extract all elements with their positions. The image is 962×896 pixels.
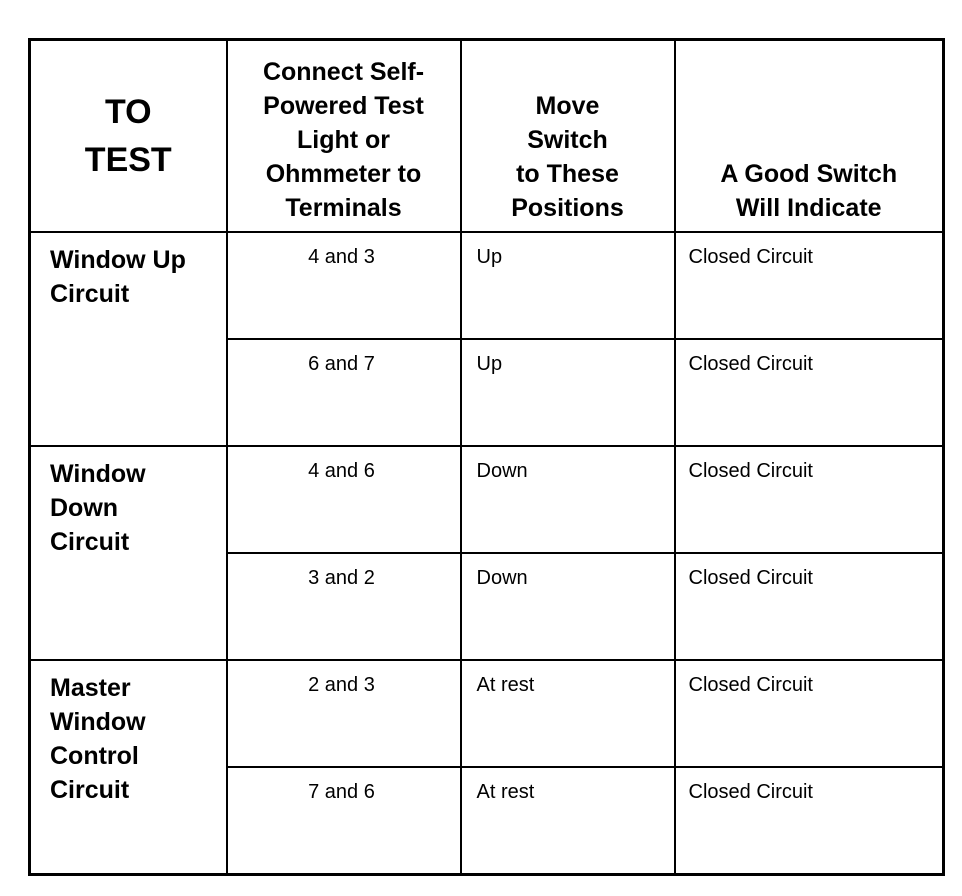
indication-cell: Closed Circuit [675, 553, 944, 660]
group-label-line: Window [50, 459, 146, 488]
header-to-test-line: TO [104, 92, 152, 131]
group-label-master-window [30, 660, 227, 874]
terminals-cell: 3 and 2 [227, 553, 461, 660]
header-move-line: Positions [511, 193, 624, 222]
group-label-window-down [30, 446, 227, 660]
header-to-test-line: TEST [84, 140, 172, 179]
header-connect-line: Powered Test [263, 91, 424, 120]
table-row [30, 446, 944, 553]
header-row [30, 40, 944, 232]
indication-cell: Closed Circuit [675, 446, 944, 553]
header-indicate-line: Will Indicate [735, 193, 882, 222]
position-cell: Up [461, 232, 675, 339]
header-good-switch [675, 40, 944, 232]
header-connect-line: Ohmmeter to [265, 159, 422, 188]
position-cell: At rest [461, 767, 675, 874]
group-label-window-up [30, 232, 227, 446]
header-connect-line: Light or [296, 125, 391, 154]
indication-cell: Closed Circuit [675, 232, 944, 339]
position-cell: Down [461, 446, 675, 553]
header-move-line: to These [516, 159, 619, 188]
group-label-line: Down [50, 493, 119, 522]
group-label-line: Control [50, 742, 139, 771]
header-connect-line: Terminals [285, 193, 402, 222]
terminals-cell: 4 and 6 [227, 446, 461, 553]
switch-test-table [28, 38, 945, 876]
group-label-line: Circuit [50, 279, 130, 308]
terminals-cell: 4 and 3 [227, 232, 461, 339]
header-to-test [30, 40, 227, 232]
group-label-line: Circuit [50, 776, 130, 805]
indication-cell: Closed Circuit [675, 660, 944, 767]
header-move-switch [461, 40, 675, 232]
indication-cell: Closed Circuit [675, 767, 944, 874]
terminals-cell: 6 and 7 [227, 339, 461, 446]
group-label-line: Master [50, 674, 131, 703]
position-cell: Up [461, 339, 675, 446]
position-cell: Down [461, 553, 675, 660]
header-connect-terminals [227, 40, 461, 232]
header-move-line: Switch [527, 125, 608, 154]
table-row [30, 660, 944, 767]
group-label-line: Window [50, 708, 146, 737]
group-label-line: Window Up [50, 245, 186, 274]
indication-cell: Closed Circuit [675, 339, 944, 446]
terminals-cell: 7 and 6 [227, 767, 461, 874]
group-label-line: Circuit [50, 527, 130, 556]
terminals-cell: 2 and 3 [227, 660, 461, 767]
header-move-line: Move [535, 91, 600, 120]
position-cell: At rest [461, 660, 675, 767]
header-connect-line: Connect Self- [262, 57, 425, 86]
header-indicate-line: A Good Switch [720, 159, 898, 188]
table-row [30, 232, 944, 339]
